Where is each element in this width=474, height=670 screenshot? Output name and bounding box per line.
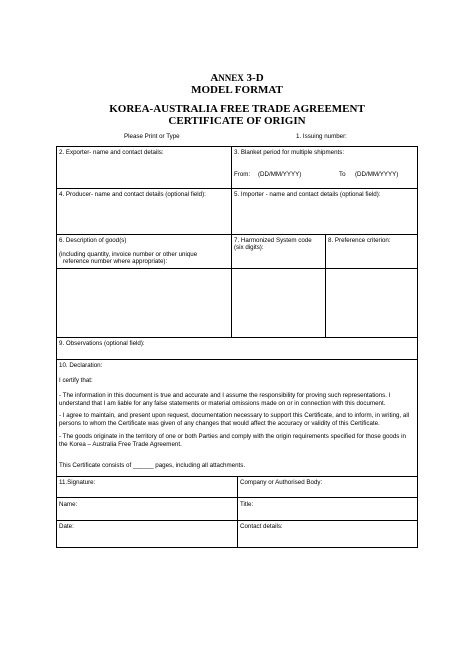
goods-description-label: 6. Description of good(s) [59, 237, 127, 244]
to-date-format: (DD/MM/YYYY) [355, 171, 399, 178]
annex-heading [0, 72, 474, 84]
annex-number: 3-D [246, 72, 264, 84]
blanket-period-label: 3. Blanket period for multiple shipments: [234, 149, 345, 156]
to-label: To [339, 171, 346, 178]
goods-note-line-1: (including quantity, invoice number or other unique [59, 251, 198, 258]
title-label: Title: [240, 501, 254, 508]
row-divider-1 [56, 188, 418, 189]
company-label: Company or Authorised Body: [240, 479, 323, 486]
agreement-title: KOREA-AUSTRALIA FREE TRADE AGREEMENT [109, 103, 365, 115]
declaration-paragraph-3: - The goods originate in the territory of one or both Parties and comply with the origin requirements specified for those goods in the Korea – Australia Free Trade Agreement. [59, 433, 406, 448]
certificate-title: CERTIFICATE OF ORIGIN [168, 115, 306, 127]
signature-label: 11.Signature: [59, 479, 96, 486]
page-count-statement: This Certificate consists of ______ pages, including all attachments. [59, 462, 246, 469]
hs-code-note: (six digits): [234, 244, 264, 251]
importer-label: 5. Importer - name and contact details (optional field): [234, 191, 381, 198]
model-format-heading: MODEL FORMAT [191, 84, 283, 96]
contact-details-label: Contact details: [240, 523, 283, 530]
exporter-label: 2. Exporter- name and contact details: [59, 149, 164, 156]
observations-label: 9. Observations (optional field): [59, 340, 145, 347]
declaration-paragraph-1: - The information in this document is true and accurate and I assume the responsibility for proving such representations. I understand that I am liable for any false statements or material omissions made on or in connection with this document. [59, 392, 391, 407]
preference-criterion-label: 8. Preference criterion: [328, 237, 391, 244]
goods-note-line-2: reference number where appropriate): [63, 258, 168, 265]
row-divider-2 [56, 234, 418, 235]
from-label: From: [234, 171, 251, 178]
form-left-border [56, 146, 57, 548]
print-note: Please Print or Type [124, 133, 180, 140]
form-right-border [417, 146, 418, 548]
row-divider-4 [56, 359, 418, 360]
annex-small-caps: NNEX [218, 73, 244, 83]
declaration-title: 10. Declaration: [59, 362, 103, 369]
signature-row-divider-2 [56, 520, 418, 521]
signature-row-divider-1 [56, 497, 418, 498]
upper-column-divider [231, 146, 232, 337]
hs-code-label: 7. Harmonized System code [234, 237, 312, 244]
date-label: Date: [59, 523, 74, 530]
row-divider-3 [56, 337, 418, 338]
declaration-certify: I certify that: [59, 377, 93, 384]
form-top-border [56, 146, 418, 147]
declaration-paragraph-2: - I agree to maintain, and present upon request, documentation necessary to support this Certificate, and to inform, in writing, all persons to whom the Certificate was given of any changes that would affect the accuracy or validity of this Certificate. [59, 412, 410, 427]
name-label: Name: [59, 501, 78, 508]
producer-label: 4. Producer- name and contact details (optional field): [59, 191, 206, 198]
signature-column-divider [237, 476, 238, 548]
goods-header-divider [56, 268, 418, 269]
annex-prefix: A [210, 72, 219, 84]
issuing-number-label: 1. Issuing number: [296, 133, 347, 140]
preference-column-divider [325, 234, 326, 337]
from-date-format: (DD/MM/YYYY) [258, 171, 302, 178]
